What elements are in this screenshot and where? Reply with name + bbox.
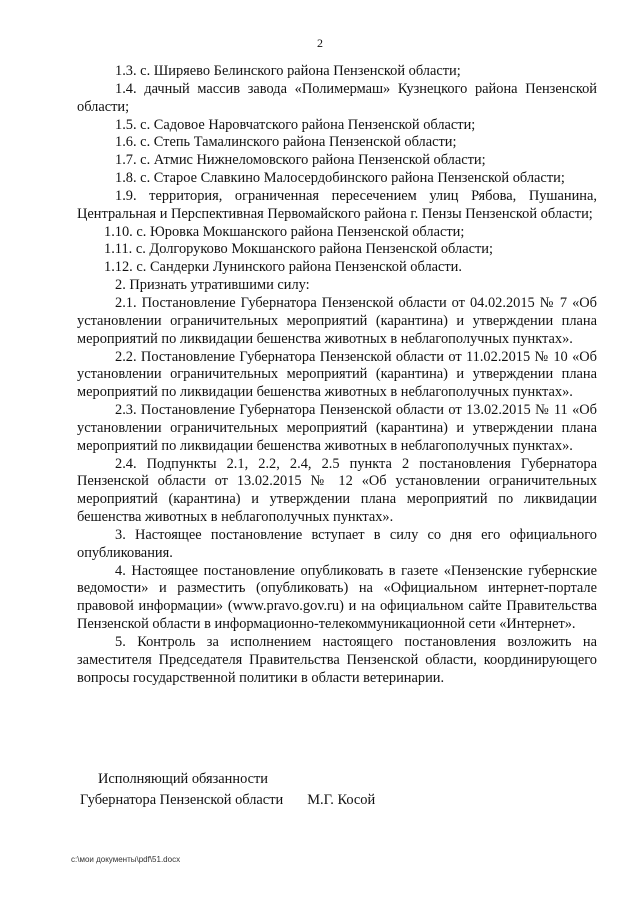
paragraph: 1.3. с. Ширяево Белинского района Пензенской области;	[115, 63, 461, 79]
paragraph: 1.12. с. Сандерки Лунинского района Пензенской области.	[104, 259, 462, 276]
paragraph: 2.1. Постановление Губернатора Пензенской области от 04.02.2015 № 7 «Об установлении ограничительных мероприятий (карантина) и утверждении плана мероприятий по ликвидации бешенства животных в неблагополучных пунктах».	[77, 294, 597, 347]
file-path-footer: c:\мои документы\pdf\51.docx	[71, 855, 181, 864]
paragraph: 2. Признать утратившими силу:	[115, 277, 310, 294]
paragraph: 2.2. Постановление Губернатора Пензенской области от 11.02.2015 № 10 «Об установлении ограничительных мероприятий (карантина) и утверждении плана мероприятий по ликвидации бешенства животных в неблагополучных пунктах».	[77, 348, 597, 401]
paragraph: 5. Контроль за исполнением настоящего постановления возложить на заместителя Председателя Правительства Пензенской области, координирующего вопросы государственной политики в области ветеринарии.	[77, 634, 597, 686]
paragraph: 1.4. дачный массив завода «Полимермаш» Кузнецкого района Пензенской области;	[77, 80, 597, 115]
paragraph: 1.8. с. Старое Славкино Малосердобинского района Пензенской области;	[115, 170, 565, 187]
paragraph: 3. Настоящее постановление вступает в силу со дня его официального опубликования.	[77, 526, 597, 561]
signature-organization: Губернатора Пензенской области	[80, 792, 284, 808]
paragraph: 2.4. Подпункты 2.1, 2.2, 2.4, 2.5 пункта 2 постановления Губернатора Пензенской области от 13.02.2015 № 12 «Об установлении ограничительных мероприятий (карантина) и утверждении плана мероприятий по ликвидации бешенства животных в неблагополучных пунктах».	[77, 455, 597, 526]
paragraph: 1.10. с. Юровка Мокшанского района Пензенской области;	[104, 223, 465, 240]
paragraph: 1.9. территория, ограниченная пересечением улиц Рябова, Пушанина, Центральная и Перспективная Первомайского района г. Пензы Пензенской области;	[77, 187, 597, 222]
paragraph: 1.11. с. Долгоруково Мокшанского района Пензенской области;	[104, 241, 493, 258]
page-number: 2	[317, 36, 323, 50]
paragraph: 1.6. с. Степь Тамалинского района Пензенской области;	[115, 134, 457, 151]
paragraph: 4. Настоящее постановление опубликовать в газете «Пензенские губернские ведомости» и разместить (опубликовать) на «Официальном интернет-портале правовой информации» (www.pravo.gov.ru) и на официальном сайте Правительства Пензенской области в информационно-телекоммуникационной сети «Интернет».	[77, 562, 597, 633]
signature-row	[80, 790, 600, 811]
paragraph: 2.3. Постановление Губернатора Пензенской области от 13.02.2015 № 11 «Об установлении ограничительных мероприятий (карантина) и утверждении плана мероприятий по ликвидации бешенства животных в неблагополучных пунктах».	[77, 402, 597, 454]
paragraph: 1.5. с. Садовое Наровчатского района Пензенской области;	[115, 116, 476, 133]
paragraph: 1.7. с. Атмис Нижнеломовского района Пензенской области;	[115, 152, 486, 169]
signature-block	[80, 769, 600, 811]
document-body	[77, 63, 597, 688]
signature-position: Исполняющий обязанности	[98, 771, 269, 787]
signatory-name: М.Г. Косой	[307, 792, 376, 808]
